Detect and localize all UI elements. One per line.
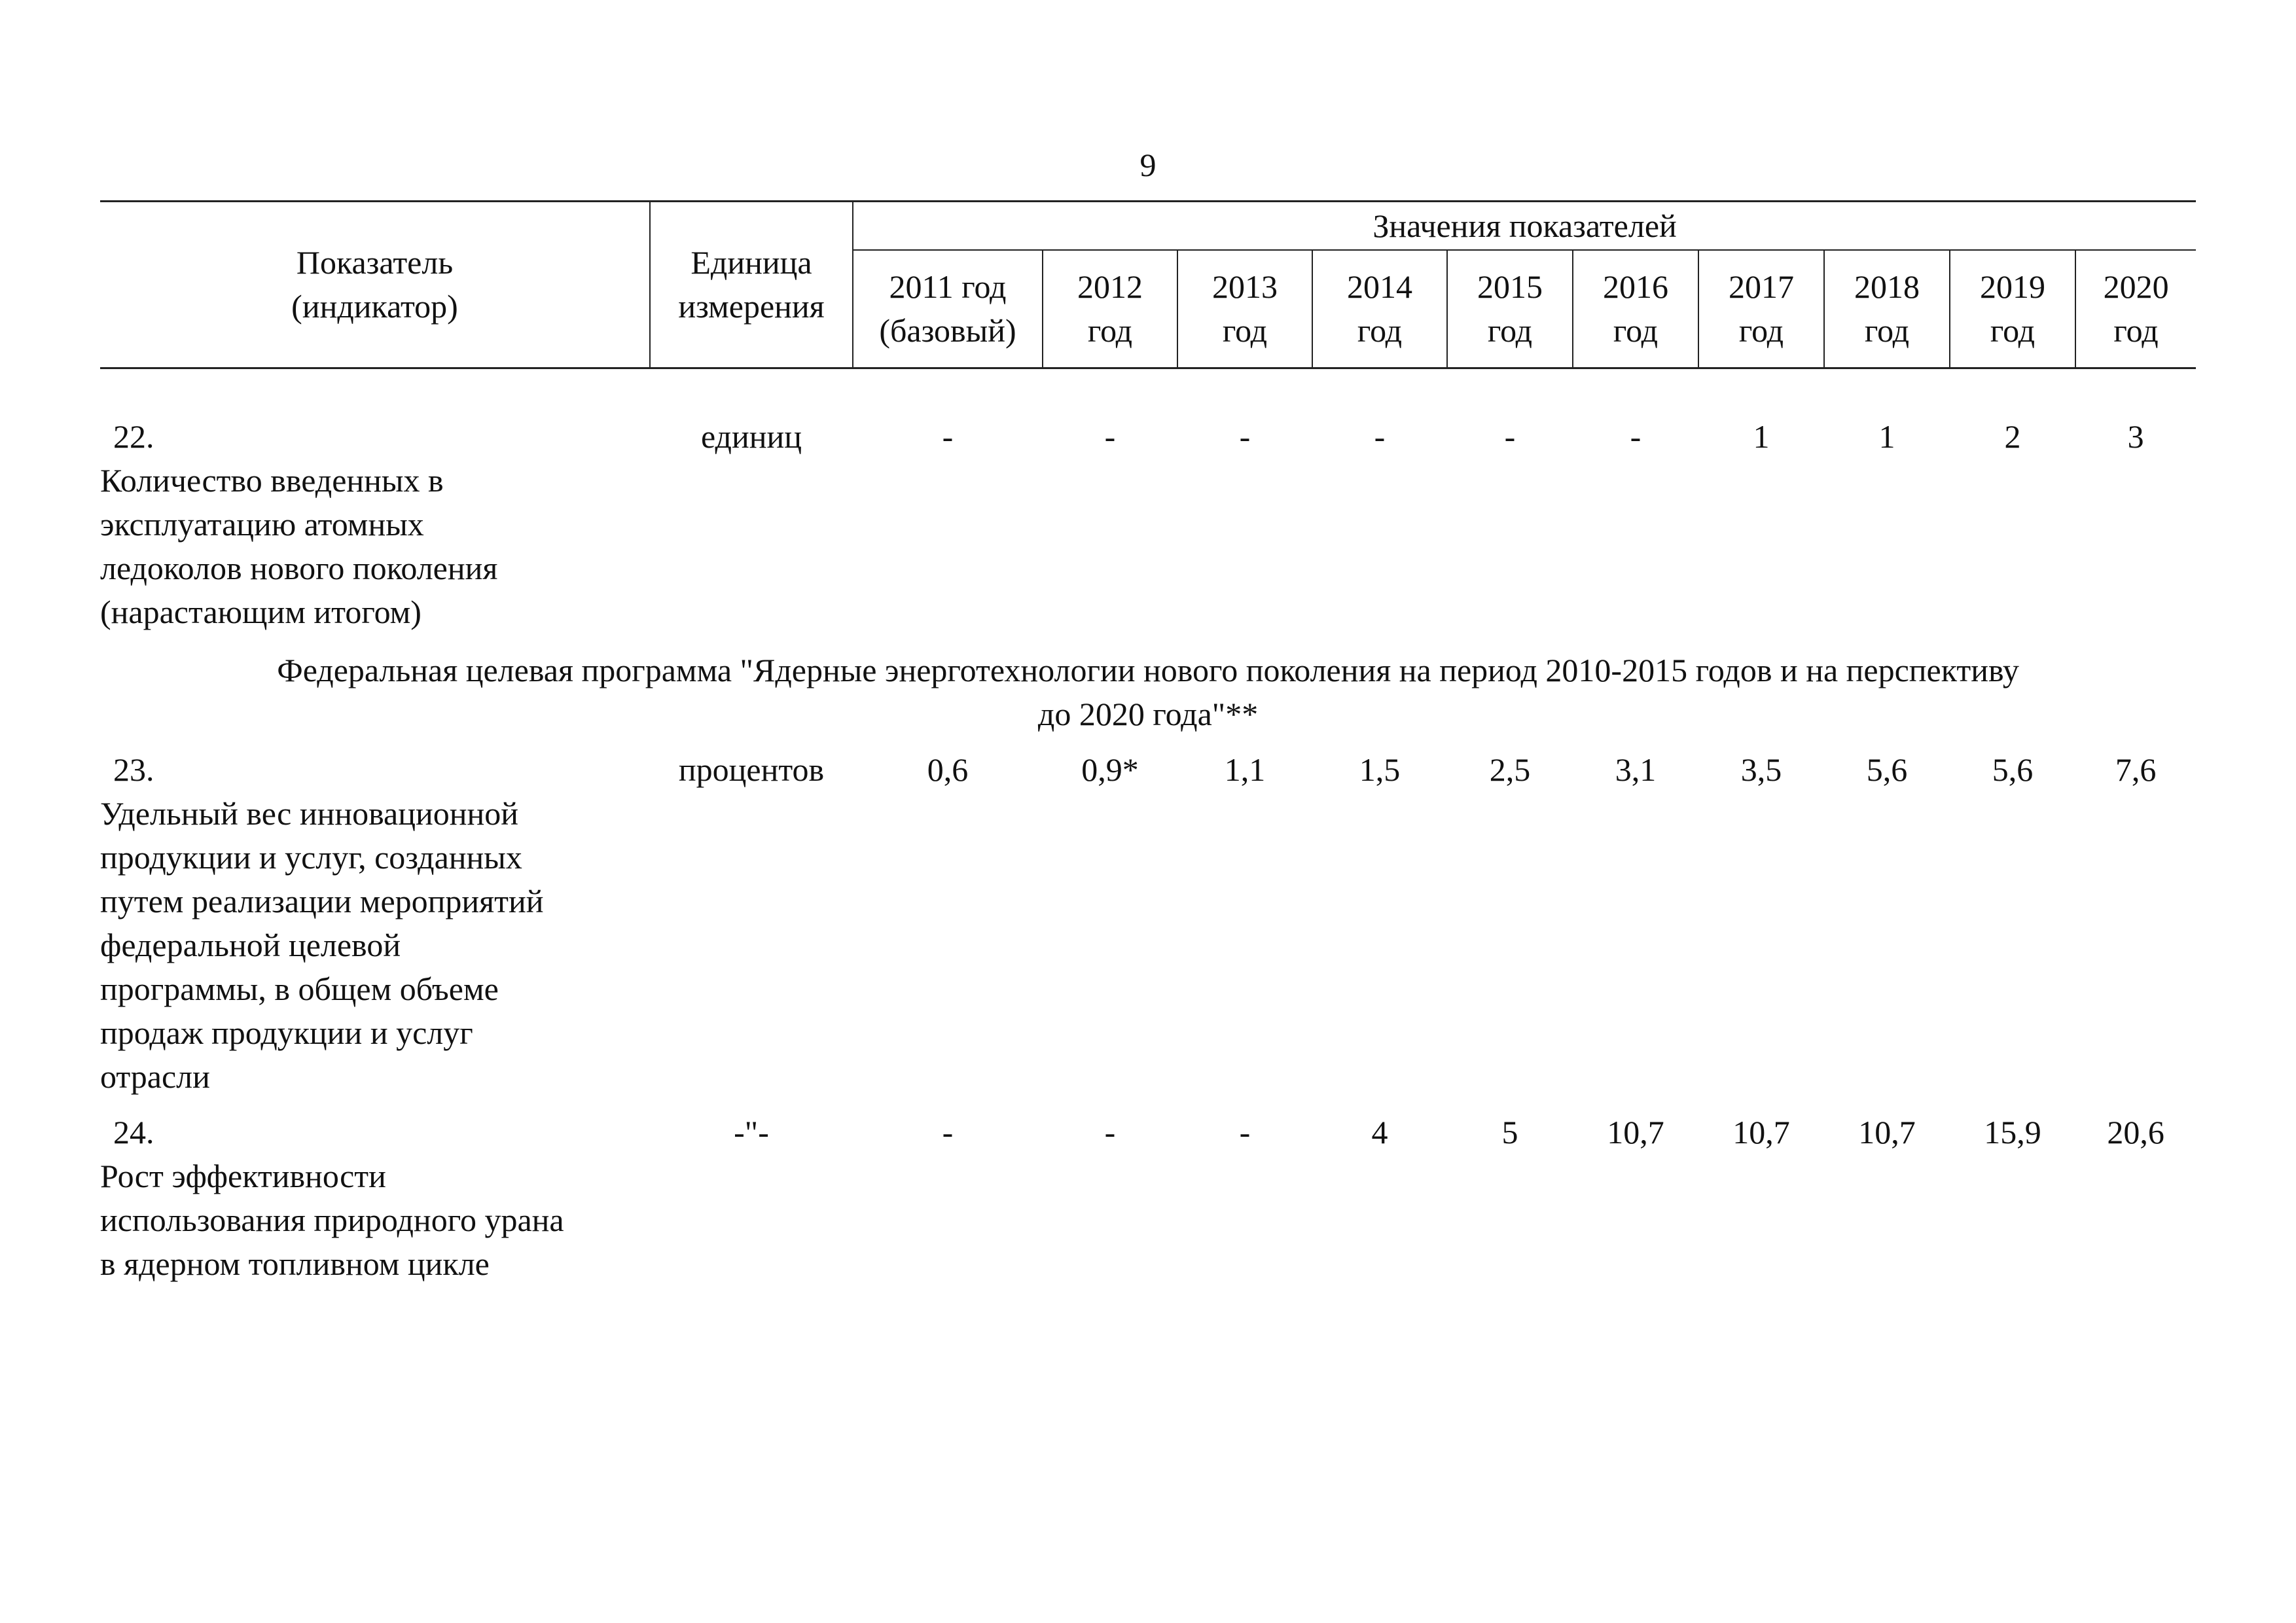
table-row [100, 748, 2196, 1111]
header-year-line2: год [1222, 312, 1268, 349]
header-year-line1: 2019 [1980, 268, 2045, 305]
header-year [1950, 250, 2075, 368]
indicator-cell [100, 748, 650, 1111]
table-row [100, 415, 2196, 646]
header-year-line2: год [1087, 312, 1133, 349]
header-indicator-line1: Показатель [296, 244, 454, 281]
indicators-table [100, 200, 2196, 1298]
header-year-line1: 2018 [1854, 268, 1920, 305]
value-cell: 2 [2004, 418, 2021, 455]
value-cell: 0,6 [927, 751, 969, 788]
header-year-line2: год [1864, 312, 1910, 349]
table-row [100, 1111, 2196, 1298]
value-cell: 3,5 [1740, 751, 1782, 788]
header-year-line1: 2020 [2103, 268, 2169, 305]
value-cell: - [1504, 418, 1516, 455]
header-unit-line2: измерения [678, 288, 825, 325]
section-heading-line1: Федеральная целевая программа "Ядерные энерготехнологии нового поколения на период 2010-2015 годов и на перспективу [277, 652, 2019, 688]
row-number: 22. [113, 418, 154, 455]
header-year [853, 250, 1043, 368]
header-year [1573, 250, 1698, 368]
header-year-line2: год [2113, 312, 2159, 349]
value-cell: 15,9 [1984, 1114, 2041, 1150]
header-year-line1: 2015 [1477, 268, 1543, 305]
value-cell: 10,7 [1732, 1114, 1790, 1150]
value-cell: 20,6 [2107, 1114, 2164, 1150]
header-year-line1: 2012 [1077, 268, 1143, 305]
header-unit [650, 202, 853, 368]
value-cell: - [942, 418, 954, 455]
value-cell: - [1239, 1114, 1251, 1150]
header-year [2075, 250, 2196, 368]
value-cell: - [1104, 1114, 1116, 1150]
value-cell: 3,1 [1615, 751, 1657, 788]
header-values-group: Значения показателей [853, 202, 2196, 251]
value-cell: - [1374, 418, 1386, 455]
value-cell: 10,7 [1607, 1114, 1664, 1150]
header-indicator-line2: (индикатор) [291, 288, 458, 325]
section-heading-line2: до 2020 года"** [1037, 696, 1259, 732]
value-cell: 5,6 [1866, 751, 1908, 788]
header-year-line2: год [1738, 312, 1784, 349]
value-cell: - [1104, 418, 1116, 455]
section-heading-row [100, 646, 2196, 748]
row-number: 23. [113, 751, 154, 788]
unit-cell: процентов [678, 751, 825, 788]
value-cell: - [1239, 418, 1251, 455]
header-year-line2: год [1357, 312, 1403, 349]
header-year [1177, 250, 1312, 368]
header-year [1043, 250, 1177, 368]
header-year-line1: 2013 [1212, 268, 1278, 305]
header-year-line2: (базовый) [879, 312, 1016, 349]
row-number: 24. [113, 1114, 154, 1150]
indicator-cell [100, 415, 650, 646]
header-year [1447, 250, 1573, 368]
header-year-line1: 2014 [1347, 268, 1412, 305]
indicator-name: Рост эффективности использования природного урана в ядерном топливном цикле [100, 1158, 564, 1282]
header-year [1312, 250, 1447, 368]
indicator-name: Удельный вес инновационной продукции и услуг, созданных путем реализации мероприятий федеральной целевой программы, в общем объеме продаж продукции и услуг отрасли [100, 795, 544, 1095]
indicator-name: Количество введенных в эксплуатацию атомных ледоколов нового поколения (нарастающим итогом) [100, 462, 498, 630]
header-year-line1: 2016 [1603, 268, 1668, 305]
unit-cell: -"- [734, 1114, 769, 1150]
value-cell: - [942, 1114, 954, 1150]
section-heading [100, 646, 2196, 748]
value-cell: 4 [1371, 1114, 1388, 1150]
indicator-cell [100, 1111, 650, 1298]
header-indicator [100, 202, 650, 368]
value-cell: 2,5 [1489, 751, 1531, 788]
header-year [1698, 250, 1824, 368]
value-cell: 5 [1501, 1114, 1518, 1150]
header-year-line2: год [1487, 312, 1533, 349]
value-cell: - [1630, 418, 1641, 455]
header-year-line2: год [1613, 312, 1659, 349]
header-year [1824, 250, 1950, 368]
value-cell: 7,6 [2115, 751, 2157, 788]
value-cell: 0,9* [1081, 751, 1139, 788]
value-cell: 5,6 [1992, 751, 2034, 788]
header-unit-line1: Единица [691, 244, 812, 281]
value-cell: 1,1 [1224, 751, 1266, 788]
header-year-line1: 2017 [1729, 268, 1794, 305]
value-cell: 1,5 [1359, 751, 1401, 788]
header-year-line2: год [1990, 312, 2036, 349]
header-year-line1: 2011 год [889, 268, 1007, 305]
value-cell: 3 [2127, 418, 2144, 455]
page-number: 9 [1139, 147, 1157, 183]
value-cell: 10,7 [1858, 1114, 1916, 1150]
value-cell: 1 [1753, 418, 1770, 455]
unit-cell: единиц [700, 418, 802, 455]
value-cell: 1 [1878, 418, 1895, 455]
